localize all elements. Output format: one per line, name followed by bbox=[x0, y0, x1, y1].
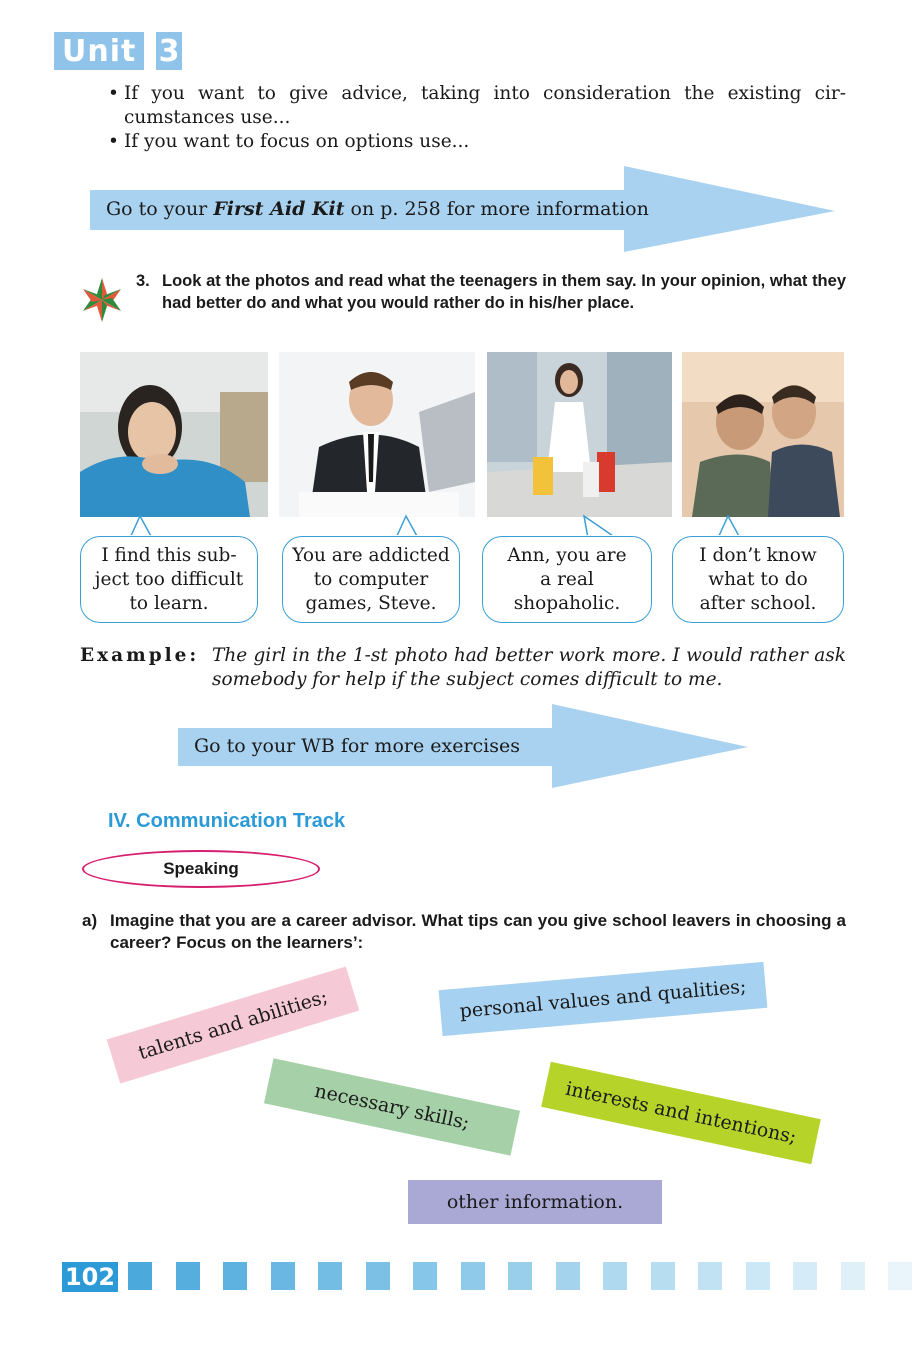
bubble-tail bbox=[582, 514, 622, 538]
footer-square bbox=[651, 1262, 675, 1290]
footer-square bbox=[318, 1262, 342, 1290]
bubble-tail bbox=[126, 514, 156, 538]
shopper-photo bbox=[487, 352, 672, 517]
bullet-list bbox=[108, 82, 846, 154]
footer-square bbox=[793, 1262, 817, 1290]
workbook-link[interactable]: Go to your WB for more exercises bbox=[194, 735, 520, 757]
speech-bubble-shopper: Ann, you are a real shopaholic. bbox=[482, 536, 652, 623]
unit-label: Unit bbox=[62, 33, 137, 69]
bubble-tail bbox=[714, 514, 744, 538]
task-3-instruction: 3. Look at the photos and read what the teenagers in them say. In your opinion, what they had better do and what you would rather do in his/her place. bbox=[136, 272, 846, 312]
footer-square bbox=[746, 1262, 770, 1290]
footer-square bbox=[508, 1262, 532, 1290]
footer-square bbox=[698, 1262, 722, 1290]
footer-square bbox=[461, 1262, 485, 1290]
task-number: 3. bbox=[136, 272, 150, 290]
card-interests: interests and intentions; bbox=[541, 1062, 821, 1164]
friends-photo bbox=[682, 352, 844, 517]
footer-square bbox=[366, 1262, 390, 1290]
example-label: Example: bbox=[80, 645, 200, 666]
task-a-instruction: a) Imagine that you are a career advisor. What tips can you give school leavers in choosing a career? Focus on the learners’: bbox=[82, 911, 846, 952]
bullet-item: • If you want to focus on options use... bbox=[108, 131, 470, 152]
bullet-item: • If you want to give advice, taking into consideration the existing cir-cumstances use... bbox=[108, 83, 846, 128]
footer-square bbox=[556, 1262, 580, 1290]
footer-square bbox=[128, 1262, 152, 1290]
speech-bubble-businessman: You are addicted to computer games, Steve. bbox=[282, 536, 460, 623]
card-other: other information. bbox=[408, 1180, 662, 1224]
girl-photo bbox=[80, 352, 268, 517]
footer-square bbox=[271, 1262, 295, 1290]
page-number: 102 bbox=[62, 1262, 118, 1292]
businessman-photo bbox=[279, 352, 475, 517]
task-letter: a) bbox=[82, 911, 98, 930]
first-aid-kit-link[interactable]: Go to your First Aid Kit on p. 258 for more information bbox=[106, 198, 649, 220]
footer-square bbox=[888, 1262, 912, 1290]
bubble-tail bbox=[392, 514, 422, 538]
speech-bubble-girl: I find this sub-ject too difficult to learn. bbox=[80, 536, 258, 623]
footer-square bbox=[603, 1262, 627, 1290]
footer-square bbox=[176, 1262, 200, 1290]
card-talents: talents and abilities; bbox=[107, 966, 360, 1083]
unit-number: 3 bbox=[156, 32, 182, 70]
footer-square bbox=[413, 1262, 437, 1290]
unit-label-box bbox=[54, 32, 144, 70]
speaking-label: Speaking bbox=[82, 850, 320, 888]
speech-bubble-friends: I don’t know what to do after school. bbox=[672, 536, 844, 623]
section-title: IV. Communication Track bbox=[108, 810, 346, 832]
footer-square bbox=[841, 1262, 865, 1290]
example-text: The girl in the 1-st photo had better work more. I would rather ask somebody for help if the subject comes difficult to me. bbox=[212, 645, 846, 690]
footer-square bbox=[223, 1262, 247, 1290]
star-icon bbox=[78, 276, 126, 324]
card-skills: necessary skills; bbox=[264, 1058, 520, 1155]
card-personal-values: personal values and qualities; bbox=[439, 962, 768, 1036]
example-block bbox=[80, 644, 846, 692]
